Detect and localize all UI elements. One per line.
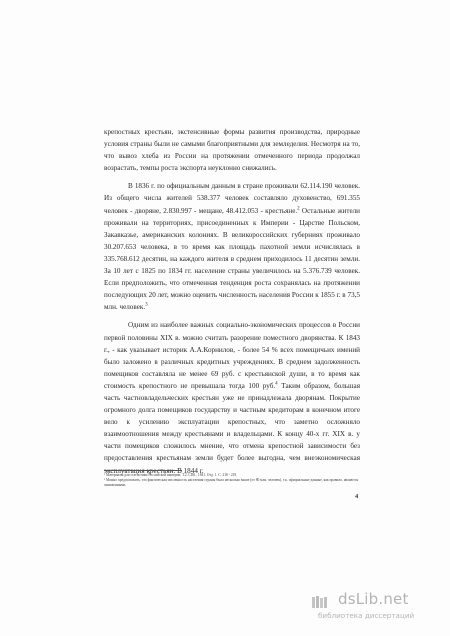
paragraph-2 [104, 180, 360, 313]
paragraph-3-tail: Таким образом, большая часть частновладельческих крестьян уже не принадлежала дворянам. Покрытие огромного долга помещиков государству и частным кредиторам в конечном итоге вело к усилению эксплуатации крепостных, что заметно осложняло взаимоотношения между крестьянами и владельцами. К концу 40-х гг. XIX в. у части помещиков сложилось мнение, что отмена крепостной зависимости без предоставления крестьянам земли будет более выгодна, чем внеэкономическая эксплуатация крестьян. В 1844 г. [104, 381, 360, 475]
footnote-3: ³ Можно предположить, что фактическая численность населения страны была несколько выше (от 80 млн. человек), т.к. официальные данные, как правило, являются заниженными. [104, 478, 359, 488]
books-icon [311, 595, 329, 609]
watermark-logo: dsLib.net [338, 590, 409, 608]
main-text [104, 126, 360, 477]
paragraph-1 [104, 126, 360, 174]
footnotes [104, 473, 360, 489]
footnote-ref-4: 4 [275, 381, 278, 387]
paragraph-3 [104, 319, 360, 476]
footnote-2: ² Материалы для статистики Российской империи. Т.2. СПб., 1841. Отд. 1. С. 218 - 219. [104, 473, 238, 477]
paragraph-1-text: крепостных крестьян, экстенсивные формы развития производства, природные условия страны были не самыми благоприятными для земледелия. Несмотря на то, что вывоз хлеба из России на протяжении отмеченного периода продолжал возрастать, темпы роста экспорта неуклонно снижались. [104, 128, 360, 173]
paragraph-2-tail: Остальные жители проживали на территориях, присоединенных к Империи - Царстве Польском, Закавказье, американских колониях. В великороссийских губерниях проживало 30.207.653 человека, в то время как площадь пахотной земли исчислялась в 335.768.612 десятин, на каждого жителя в среднем приходилось 11 десятин земли. За 10 лет с 1825 по 1834 гг. население страны увеличилось на 5.376.739 человек. Если предположить, что отмеченная тенденция роста сохранялась на протяжении последующих 20 лет, можно оценить численность населения России к 1855 г. в 73,5 млн. человек. [104, 206, 361, 312]
paragraph-3-text: Одним из наиболее важных социально-экономических процессов в России первой половины XIX в. можно считать разорение поместного дворянства. К 1843 г., - как указывает историк А.А.Корнилов, - более 54 % всех помещичьих имений было заложено в различных кредитных учреждениях. В среднем задолженность помещиков составляла не менее 69 руб. с крестьянской души, в то время как стоимость крепостного не превышала тогда 100 руб. [104, 321, 360, 390]
page-number: 4 [355, 493, 359, 500]
footnote-ref-2: 2 [297, 206, 300, 212]
footnote-divider [104, 470, 182, 471]
paragraph-2-text: В 1836 г. по официальным данным в стране проживали 62.114.190 человек. Из общего числа жителей 538.377 человек составляло духовенство, 691.355 человек - дворяне, 2.830.997 - мещане, 48.412.053 - крестьяне. [104, 182, 360, 215]
watermark-caption: библиотека диссертаций [318, 611, 415, 620]
footnote-ref-3: 3 [145, 302, 148, 308]
